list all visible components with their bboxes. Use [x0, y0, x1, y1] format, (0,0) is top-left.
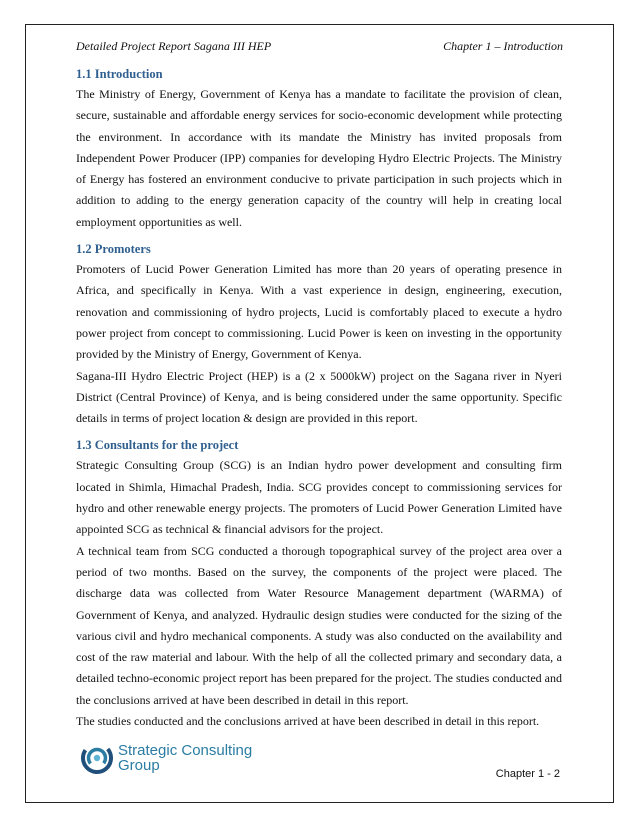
paragraph: The Ministry of Energy, Government of Kenya has a mandate to facilitate the provision of clean, secure, sustainable and affordable energy services for socio-economic development while protecting the environment. In accordance with its mandate the Ministry has invited proposals from Independent Power Producer (IPP) companies for developing Hydro Electric Projects. The Ministry of Energy has fostered an environment conducive to private participation in such projects which in addition to adding to the energy generation capacity of the country will help in creating local employment opportunities as well.	[76, 87, 562, 229]
page-header	[76, 39, 563, 54]
paragraph: Sagana-III Hydro Electric Project (HEP) is a (2 x 5000kW) project on the Sagana river in Nyeri District (Central Province) of Kenya, and is being considered under the same opportunity. Specific details in terms of project location & design are provided in this report.	[76, 368, 562, 426]
paragraph: The studies conducted and the conclusions arrived at have been described in detail in this report.	[76, 714, 540, 729]
section-heading: 1.3 Consultants for the project	[76, 438, 239, 453]
logo-line-1: Strategic Consulting	[118, 742, 253, 759]
section-consultants	[76, 435, 562, 732]
page-number: Chapter 1 - 2	[495, 768, 560, 780]
header-right: Chapter 1 – Introduction	[443, 39, 563, 53]
section-promoters	[76, 239, 562, 429]
paragraph: Promoters of Lucid Power Generation Limited has more than 20 years of operating presence in Africa, and specifically in Kenya. With a vast experience in design, engineering, execution, renovation and commissioning of hydro projects, Lucid is comfortably placed to execute a hydro power project from concept to commissioning. Lucid Power is keen on investing in the opportunity provided by the Ministry of Energy, Government of Kenya.	[76, 262, 562, 362]
section-heading: 1.2 Promoters	[76, 242, 151, 257]
header-left: Detailed Project Report Sagana III HEP	[76, 39, 272, 53]
document-body	[76, 64, 562, 732]
paragraph: A technical team from SCG conducted a thorough topographical survey of the project area over a period of two months. Based on the survey, the components of the project were placed. The discharge data was collected from Water Resource Management department (WARMA) of Government of Kenya, and analyzed. Hydraulic design studies were conducted for the sizing of the various civil and hydro mechanical components. A study was also conducted on the availability and cost of the raw material and labour. With the help of all the collected primary and secondary data, a detailed techno-economic project report has been prepared for the project. The studies conducted and the conclusions arrived at have been described in detail in this report.	[76, 543, 562, 707]
swirl-logo-icon	[80, 741, 114, 775]
paragraph: Strategic Consulting Group (SCG) is an Indian hydro power development and consulting firm located in Shimla, Himachal Pradesh, India. SCG provides concept to commissioning services for hydro and other renewable energy projects. The promoters of Lucid Power Generation Limited have appointed SCG as technical & financial advisors for the project.	[76, 458, 562, 537]
logo-line-2: Group	[118, 757, 160, 774]
logo-wordmark	[118, 743, 252, 773]
company-logo	[80, 741, 252, 775]
section-introduction	[76, 64, 562, 233]
section-heading: 1.1 Introduction	[76, 67, 163, 81]
